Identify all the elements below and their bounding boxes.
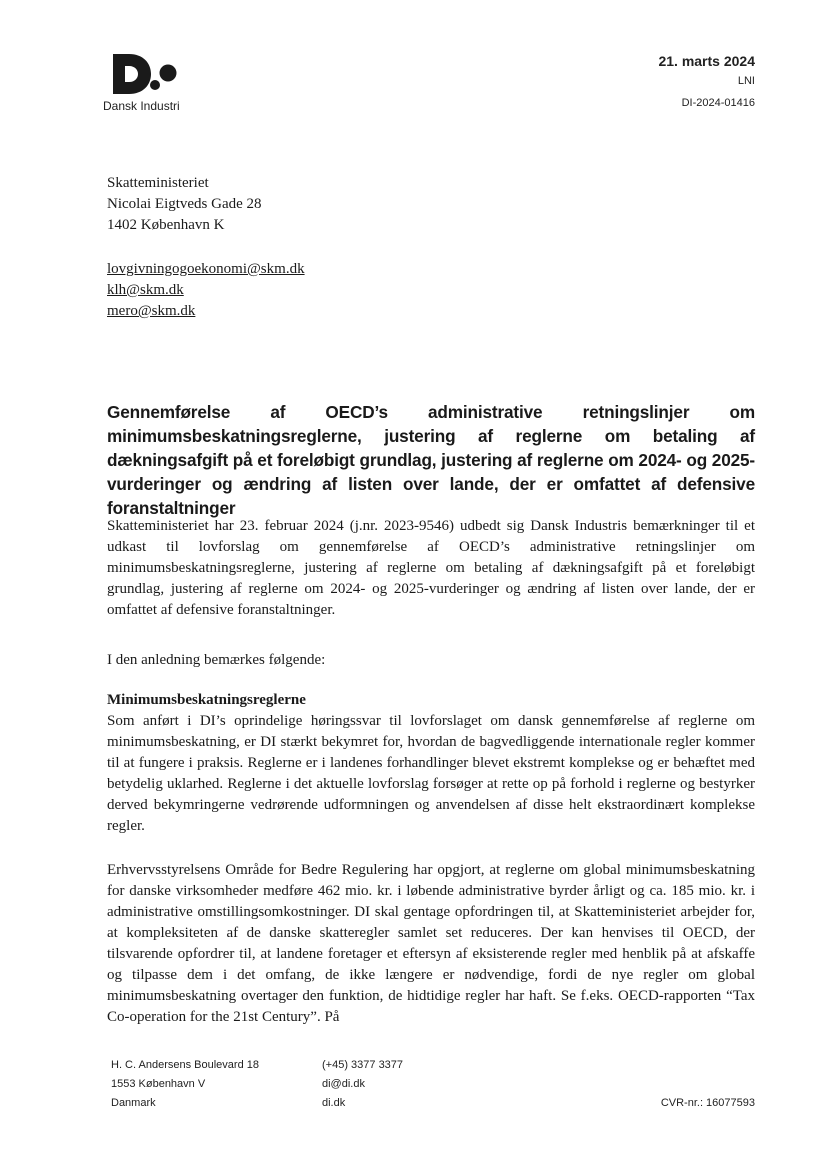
di-logo-mark-icon (109, 52, 179, 96)
title-word: retningslinjer (582, 402, 690, 422)
section-minimumsbeskatning (107, 690, 755, 837)
dansk-industri-logo (103, 52, 193, 116)
footer-cvr: CVR-nr.: 16077593 (660, 1097, 755, 1109)
footer-email: di@di.dk (322, 1078, 365, 1090)
email-link[interactable]: klh@skm.dk (107, 282, 184, 298)
footer-website: di.dk (322, 1097, 346, 1109)
title-word: om (729, 402, 755, 422)
footer-street: H. C. Andersens Boulevard 18 (111, 1059, 259, 1071)
recipient-emails (107, 259, 305, 322)
email-link[interactable]: mero@skm.dk (107, 303, 196, 319)
section-heading: Minimumsbeskatningsreglerne (107, 692, 306, 708)
letter-meta (658, 52, 755, 114)
initials: LNI (737, 75, 755, 87)
logo-text: Dansk Industri (103, 99, 180, 113)
footer-address (111, 1056, 259, 1113)
footer-contact (322, 1056, 403, 1113)
title-rest: minimumsbeskatningsreglerne, justering af reglerne om betaling af dækningsafgift på et foreløbigt grundlag, justering af reglerne om 2024- og 2025-vurderinger og ændring af listen over lande, der er omfattet af defensive foranstaltninger (107, 426, 755, 518)
recipient-address (107, 173, 262, 236)
title-word: af (270, 402, 286, 422)
title-word: Gennemførelse (107, 402, 231, 422)
recipient-city: 1402 København K (107, 217, 225, 233)
title-word: administrative (428, 402, 543, 422)
paragraph-lead: I den anledning bemærkes følgende: (107, 652, 326, 668)
recipient-name: Skatteministeriet (107, 175, 209, 191)
footer-city: 1553 København V (111, 1078, 206, 1090)
reference-number: DI-2024-01416 (681, 97, 755, 109)
title-first-line (107, 400, 755, 424)
letter-date: 21. marts 2024 (658, 53, 755, 69)
title-word: OECD’s (325, 402, 388, 422)
email-link[interactable]: lovgivningogoekonomi@skm.dk (107, 261, 305, 277)
letter-title (107, 400, 755, 520)
paragraph-regulation: Erhvervsstyrelsens Område for Bedre Regulering har opgjort, at reglerne om global minimumsbeskatning for danske virksomheder medføre 462 mio. kr. i løbende administrative byrder årligt og ca. 185 mio. kr. i administrative omstillingsomkostninger. DI skal gentage opfordringen til, at Skatteministeriet arbejder for, at kompleksiteten af de danske skatteregler samlet set reduceres. Der kan henvises til OECD, der tilsvarende opfordrer til, at landene foretager et eftersyn af eksisterende regler med henblik på at afskaffe og tilpasse dem i det omfang, de ikke længere er nødvendige, fordi de nye regler om global minimumsbeskatning overtager den funktion, de hidtidige regler har haft. Se f.eks. OECD-rapporten “Tax Co-operation for the 21st Century”. På (107, 862, 755, 1025)
footer-phone: (+45) 3377 3377 (322, 1059, 404, 1071)
footer-country: Danmark (111, 1097, 156, 1109)
paragraph-section: Som anført i DI’s oprindelige høringssvar til lovforslaget om dansk gennemførelse af reglerne om minimumsbeskatning, er DI stærkt bekymret for, hvordan de bagvedliggende internationale regler kommer til at fungere i praksis. Reglerne er i landenes forhandlinger blevet ekstremt komplekse og er behæftet med betydelig uklarhed. Reglerne i det aktuelle lovforslag forsøger at rette op på forhold i reglerne og bestyrker derved bekymringerne vedrørende udformningen og anvendelsen af disse helt ekstraordinært komplekse regler. (107, 713, 755, 834)
recipient-street: Nicolai Eigtveds Gade 28 (107, 196, 262, 212)
paragraph-intro: Skatteministeriet har 23. februar 2024 (j.nr. 2023-9546) udbedt sig Dansk Industris bemærkninger til et udkast til lovforslag om gennemførelse af OECD’s administrative retningslinjer om minimumsbeskatningsreglerne, justering af reglerne om betaling af dækningsafgift på et foreløbigt grundlag, justering af reglerne om 2024- og 2025-vurderinger og ændring af listen over lande, der er omfattet af defensive foranstaltninger. (107, 518, 755, 618)
